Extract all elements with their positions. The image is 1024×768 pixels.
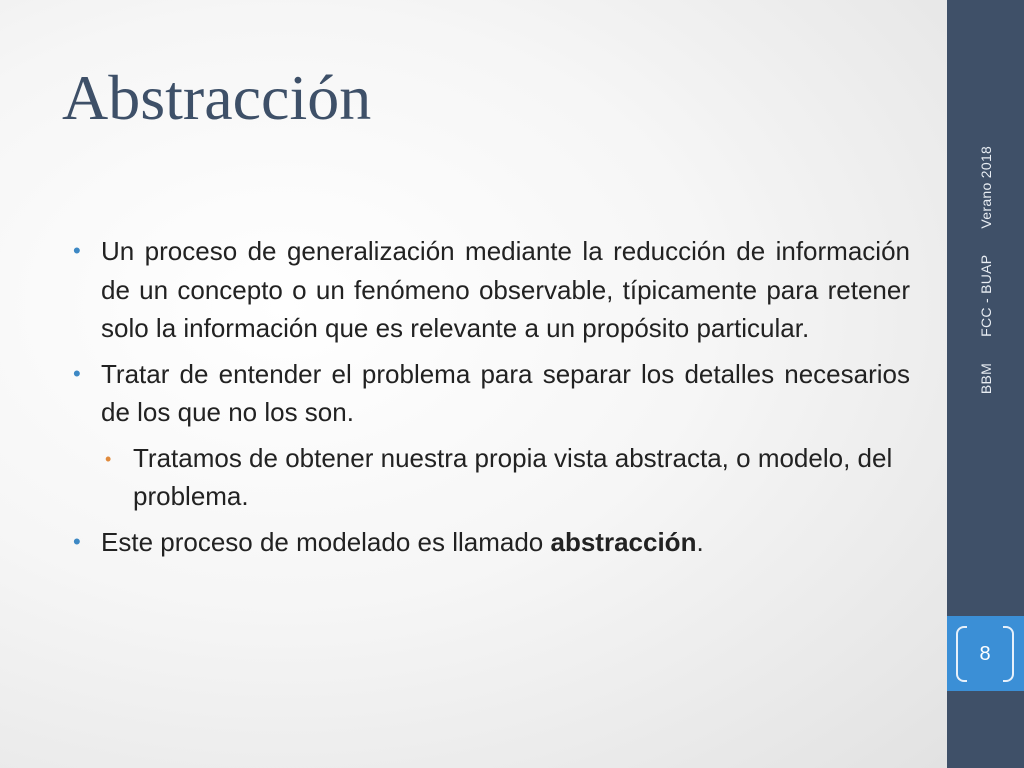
bullet-text: [101, 523, 910, 562]
bullet-item: [70, 523, 910, 562]
bullet-text: Un proceso de generalización mediante la reducción de información de un concepto o un fenómeno observable, típicamente para retener solo la información que es relevante a un propósito particular.: [101, 236, 910, 343]
sub-bullet-dot-icon: •: [105, 448, 112, 469]
bullet-text-bold: abstracción: [550, 526, 697, 557]
bracket-frame-icon: [956, 626, 1014, 680]
sub-bullet-text: Tratamos de obtener nuestra propia vista abstracta, o modelo, del problema.: [133, 442, 893, 511]
bullet-text-plain: Este proceso de modelado es llamado: [101, 526, 551, 557]
bullet-text-end: .: [696, 526, 704, 557]
sub-bullet-item: [102, 439, 910, 516]
bullet-item: [70, 355, 910, 432]
bullet-text: Tratar de entender el problema para separar los detalles necesarios de los que no los son.: [101, 358, 910, 427]
vertical-footer: [978, 146, 994, 394]
bullet-dot-icon: •: [73, 528, 81, 554]
bullet-dot-icon: •: [73, 238, 81, 263]
bullet-list: [70, 232, 910, 561]
bullet-dot-icon: •: [73, 360, 81, 386]
bullet-item: [70, 232, 910, 348]
slide-title: Abstracción: [62, 62, 372, 133]
page-number: 8: [979, 643, 991, 665]
footer-term: Verano 2018: [978, 145, 994, 229]
footer-institution: FCC - BUAP: [978, 254, 994, 337]
footer-author: BBM: [978, 362, 994, 395]
page-number-box: [947, 616, 1024, 691]
